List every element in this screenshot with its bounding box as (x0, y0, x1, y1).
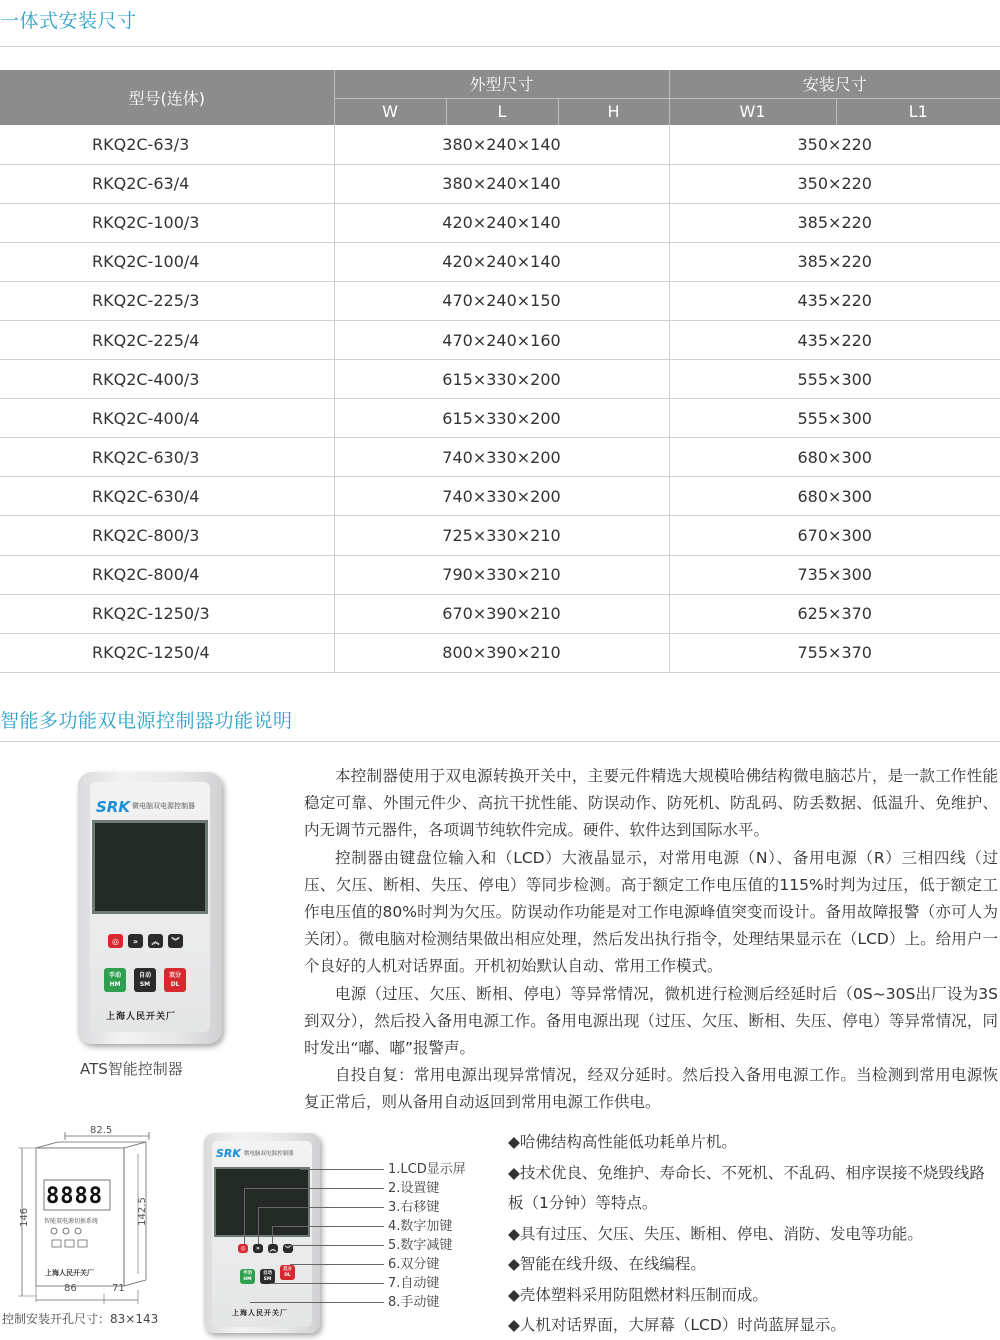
feature-item: ◆人机对话界面，大屏幕（LCD）时尚蓝屏显示。 (508, 1316, 846, 1334)
digit-display: 8888 (46, 1184, 103, 1209)
cell-install-size: 350×220 (669, 125, 1000, 164)
callout-label: 5.数字减键 (388, 1238, 453, 1253)
cutout-note: 控制安装开孔尺寸：83×143 (2, 1312, 159, 1326)
table-row (0, 399, 1000, 438)
cell-install-size: 755×370 (669, 633, 1000, 672)
ats-controller-image (78, 772, 222, 1044)
cell-model: RKQ2C-1250/3 (0, 594, 334, 633)
cell-model: RKQ2C-225/4 (0, 320, 334, 359)
dim-height-left: 146 (19, 1207, 31, 1228)
dual-off-key: 双分 DL (280, 1265, 295, 1280)
table-row (0, 438, 1000, 477)
cell-outer-size: 800×390×210 (334, 633, 669, 672)
callout-label: 1.LCD显示屏 (388, 1162, 466, 1177)
cell-outer-size: 740×330×200 (334, 477, 669, 516)
feature-item: ◆智能在线升级、在线编程。 (508, 1255, 706, 1273)
setting-key-icon: ◎ (238, 1244, 248, 1253)
right-shift-key-icon: » (128, 934, 143, 948)
description-paragraph: 本控制器使用于双电源转换开关中，主要元件精选大规模哈佛结构微电脑芯片，是一款工作性能稳定可靠、外围元件少、高抗干扰性能、防误动作、防死机、防乱码、防丢数据、低温升、免维护、内无调节元器件，各项调节纯软件完成。硬件、软件达到国际水平。 (304, 767, 998, 840)
labelled-controller-image (204, 1133, 320, 1333)
cell-install-size: 385×220 (669, 203, 1000, 242)
right-shift-key-icon: » (253, 1244, 263, 1253)
callout-line (272, 1226, 273, 1244)
cell-model: RKQ2C-630/3 (0, 438, 334, 477)
callout-label: 4.数字加键 (388, 1219, 453, 1234)
callout-line (300, 1169, 384, 1170)
table-row (0, 516, 1000, 555)
table-row (0, 477, 1000, 516)
decrease-key-icon: ︾ (168, 934, 183, 948)
cell-model: RKQ2C-630/4 (0, 477, 334, 516)
callout-line (270, 1283, 384, 1284)
cell-install-size: 350×220 (669, 164, 1000, 203)
header-l: L (446, 98, 558, 125)
install-size-table (0, 70, 1000, 673)
callout-label: 2.设置键 (388, 1181, 440, 1196)
maker-label: 上海人民开关厂 (106, 1012, 177, 1022)
setting-key-icon: ◎ (108, 934, 123, 948)
dim-width-top: 82.5 (90, 1125, 113, 1136)
callout-line (258, 1207, 259, 1244)
feature-list (508, 1127, 998, 1340)
description-paragraph: 自投自复：常用电源出现异常情况，经双分延时。然后投入备用电源工作。当检测到常用电源恢复正常后，则从备用自动返回到常用电源工作供电。 (304, 1066, 998, 1112)
drawing-panel-label: 智能双电源切换系统 (44, 1218, 99, 1225)
cell-outer-size: 420×240×140 (334, 242, 669, 281)
section-title-install-size: 一体式安装尺寸 (0, 10, 137, 32)
header-install-size: 安装尺寸 (669, 70, 1000, 98)
dim-bottom-right: 71 (112, 1283, 125, 1294)
table-row (0, 164, 1000, 203)
cell-outer-size: 670×390×210 (334, 594, 669, 633)
decrease-key-icon: ︾ (284, 1246, 291, 1253)
callout-label: 3.右移键 (388, 1200, 440, 1215)
brand-logo: SRK (216, 1147, 241, 1160)
description-paragraph: 控制器由键盘位输入和（LCD）大液晶显示，对常用电源（N）、备用电源（R）三相四线（过压、欠压、断相、失压、停电）等同步检测。高于额定工作电压值的115%时判为过压，低于额定工作电压值的80%时判为欠压。防误动作功能是对工作电源峰值突变而设计。备用故障报警（亦可人为关闭）。微电脑对检测结果做出相应处理，然后发出执行指令，处理结果显示在（LCD）上。给用户一个良好的人机对话界面。开机初始默认自动、常用工作模式。 (304, 848, 998, 976)
function-description (304, 763, 998, 1117)
cell-model: RKQ2C-1250/4 (0, 633, 334, 672)
cell-outer-size: 740×330×200 (334, 438, 669, 477)
cell-install-size: 555×300 (669, 360, 1000, 399)
cell-model: RKQ2C-400/3 (0, 360, 334, 399)
cell-install-size: 385×220 (669, 242, 1000, 281)
device-title: 微电脑双电源控制器 (132, 802, 195, 810)
cell-outer-size: 470×240×150 (334, 281, 669, 320)
cell-outer-size: 790×330×210 (334, 555, 669, 594)
cell-outer-size: 615×330×200 (334, 399, 669, 438)
device-caption: ATS智能控制器 (80, 1060, 183, 1078)
cell-outer-size: 725×330×210 (334, 516, 669, 555)
callout-line (290, 1264, 384, 1265)
section-title-function: 智能多功能双电源控制器功能说明 (0, 710, 293, 732)
cell-model: RKQ2C-800/4 (0, 555, 334, 594)
cell-outer-size: 380×240×140 (334, 125, 669, 164)
feature-item: ◆技术优良、免维护、寿命长、不死机、不乱码、相序误接不烧毁线路板（1分钟）等特点。 (508, 1163, 985, 1212)
table-row (0, 203, 1000, 242)
dual-off-key: 双分 DL (164, 968, 186, 992)
header-model: 型号(连体) (0, 70, 334, 125)
dim-bottom-left: 86 (64, 1283, 77, 1294)
drawing-maker-label: 上海人民开关厂 (45, 1269, 94, 1277)
table-row (0, 125, 1000, 164)
cell-model: RKQ2C-100/4 (0, 242, 334, 281)
callout-line (288, 1245, 384, 1246)
callout-line (244, 1188, 384, 1189)
maker-label: 上海人民开关厂 (232, 1309, 288, 1317)
table-row (0, 242, 1000, 281)
description-paragraph: 电源（过压、欠压、断相、停电）等异常情况，微机进行检测后经延时后（0S~30S出厂设为3S到双分），然后投入备用电源工作。备用电源出现（过压、欠压、断相、失压、停电）等异常情况，同时发出“嘟、嘟”报警声。 (304, 984, 998, 1058)
callout-line (244, 1188, 245, 1244)
feature-item: ◆哈佛结构高性能低功耗单片机。 (508, 1133, 737, 1151)
table-row (0, 360, 1000, 399)
increase-key-icon: ︽ (269, 1246, 276, 1253)
callout-line (272, 1226, 384, 1227)
cell-install-size: 555×300 (669, 399, 1000, 438)
manual-key: 手动 HM (104, 968, 126, 992)
cell-install-size: 680×300 (669, 438, 1000, 477)
cell-model: RKQ2C-100/3 (0, 203, 334, 242)
table-row (0, 633, 1000, 672)
dim-height-right: 142.5 (136, 1197, 148, 1226)
callout-label: 8.手动键 (388, 1295, 440, 1310)
cell-install-size: 735×300 (669, 555, 1000, 594)
section-divider (0, 46, 1000, 47)
cell-install-size: 435×220 (669, 281, 1000, 320)
table-row (0, 320, 1000, 359)
header-w: W (334, 98, 446, 125)
cell-outer-size: 615×330×200 (334, 360, 669, 399)
feature-item: ◆壳体塑料采用防阻燃材料压制而成。 (508, 1285, 768, 1304)
increase-key-icon: ︽ (148, 934, 163, 948)
callout-label: 7.自动键 (388, 1276, 440, 1291)
cell-model: RKQ2C-63/4 (0, 164, 334, 203)
cell-model: RKQ2C-400/4 (0, 399, 334, 438)
key-callout-list (388, 1160, 466, 1312)
cell-outer-size: 420×240×140 (334, 203, 669, 242)
header-w1: W1 (669, 98, 836, 125)
callout-line (258, 1207, 384, 1208)
feature-item: ◆具有过压、欠压、失压、断相、停电、消防、发电等功能。 (508, 1224, 923, 1243)
cell-model: RKQ2C-800/3 (0, 516, 334, 555)
brand-logo: SRK (96, 798, 130, 816)
cell-install-size: 670×300 (669, 516, 1000, 555)
table-row (0, 594, 1000, 633)
header-h: H (558, 98, 669, 125)
table-row (0, 555, 1000, 594)
header-outer-size: 外型尺寸 (334, 70, 669, 98)
device-title: 微电脑双电源控制器 (244, 1151, 294, 1157)
section-divider (0, 741, 1000, 742)
auto-key: 自动 SM (260, 1269, 275, 1284)
manual-key: 手动 HM (240, 1269, 255, 1284)
cell-model: RKQ2C-225/3 (0, 281, 334, 320)
header-l1: L1 (836, 98, 1000, 125)
lcd-screen (92, 820, 208, 914)
callout-line (250, 1302, 384, 1303)
table-row (0, 281, 1000, 320)
cell-install-size: 680×300 (669, 477, 1000, 516)
cell-outer-size: 380×240×140 (334, 164, 669, 203)
auto-key: 自动 SM (134, 968, 156, 992)
cell-install-size: 435×220 (669, 320, 1000, 359)
cell-outer-size: 470×240×160 (334, 320, 669, 359)
cell-install-size: 625×370 (669, 594, 1000, 633)
cell-model: RKQ2C-63/3 (0, 125, 334, 164)
callout-label: 6.双分键 (388, 1257, 440, 1272)
